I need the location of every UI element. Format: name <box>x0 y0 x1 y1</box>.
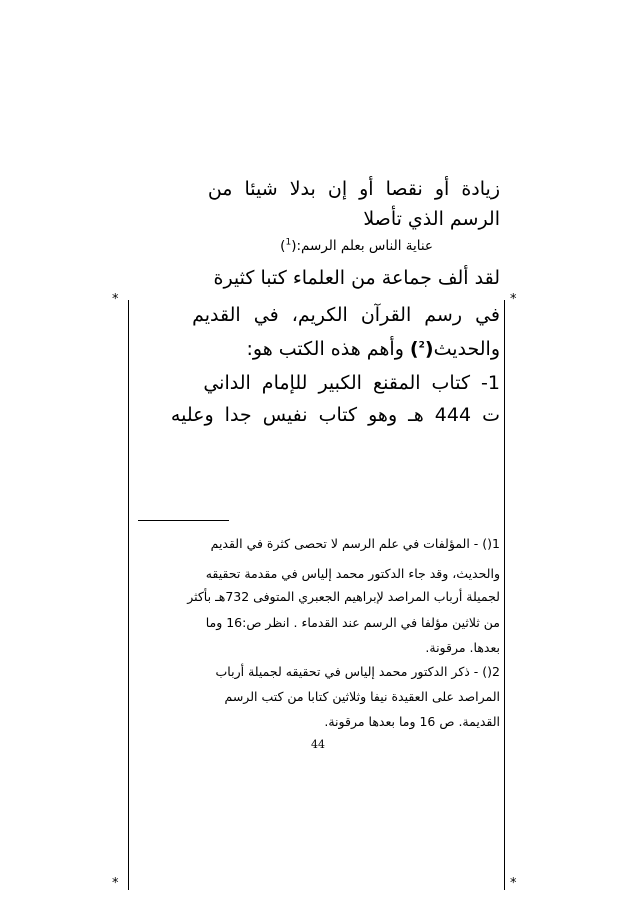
corner-mark-top-right: * <box>510 292 517 307</box>
frame-right-border <box>504 300 505 890</box>
corner-mark-bottom-left: * <box>112 876 119 891</box>
page-number: 44 <box>311 738 325 751</box>
corner-mark-bottom-right: * <box>510 876 517 891</box>
verse-line-1: زيادة أو نقصا أو إن بدلا شيئا من <box>207 178 500 200</box>
footnote-1-line-5: بعدها. مرقونة. <box>425 640 500 655</box>
footnote-2-line-2: المراصد على العقيدة نيفا وثلاثين كتابا من كتب الرسم <box>224 689 500 704</box>
footnote-1-line-2: والحديث، وقد جاء الدكتور محمد إلياس في مقدمة تحقيقه <box>205 566 500 581</box>
corner-mark-top-left: * <box>112 292 119 307</box>
footnote-1-line-4: من ثلاثين مؤلفا في الرسم عند القدماء . انظر ص:16 وما <box>205 615 500 630</box>
verse-line-2: الرسم الذي تأصلا <box>363 208 500 230</box>
list-item-1: 1- كتاب المقنع الكبير للإمام الداني <box>203 372 500 394</box>
footnote-1-line-1: 1() - المؤلفات في علم الرسم لا تحصى كثرة في القديم <box>210 536 500 551</box>
section-heading: عناية الناس بعلم الرسم:($^1$) <box>280 237 433 254</box>
heading-text: عناية الناس بعلم الرسم: <box>296 238 433 254</box>
paragraph-line-3-tail: وأهم هذه الكتب هو: <box>246 338 404 360</box>
paragraph-line-3: والحديث($^2$) وأهم هذه الكتب هو: <box>246 338 500 360</box>
footnote-separator <box>138 520 229 521</box>
paragraph-line-2: في رسم القرآن الكريم، في القديم <box>192 304 500 326</box>
footnote-ref-2: 2 <box>418 340 425 351</box>
footnote-ref-1: 1 <box>285 237 292 248</box>
footnote-2-line-1: 2() - ذكر الدكتور محمد إلياس في تحقيقه لجميلة أرباب <box>215 664 500 679</box>
footnote-2-line-3: القديمة. ص 16 وما بعدها مرقونة. <box>324 714 500 729</box>
paragraph-word-hadith: والحديث <box>433 338 500 360</box>
paragraph-line-1: لقد ألف جماعة من العلماء كتبا كثيرة <box>213 267 500 289</box>
frame-left-border <box>128 300 129 890</box>
list-item-1-cont: ت 444 هـ وهو كتاب نفيس جدا وعليه <box>170 404 500 426</box>
footnote-1-line-3: لجميلة أرباب المراصد لإبراهيم الجعبري المتوفى 732هـ بأكثر <box>187 589 500 604</box>
